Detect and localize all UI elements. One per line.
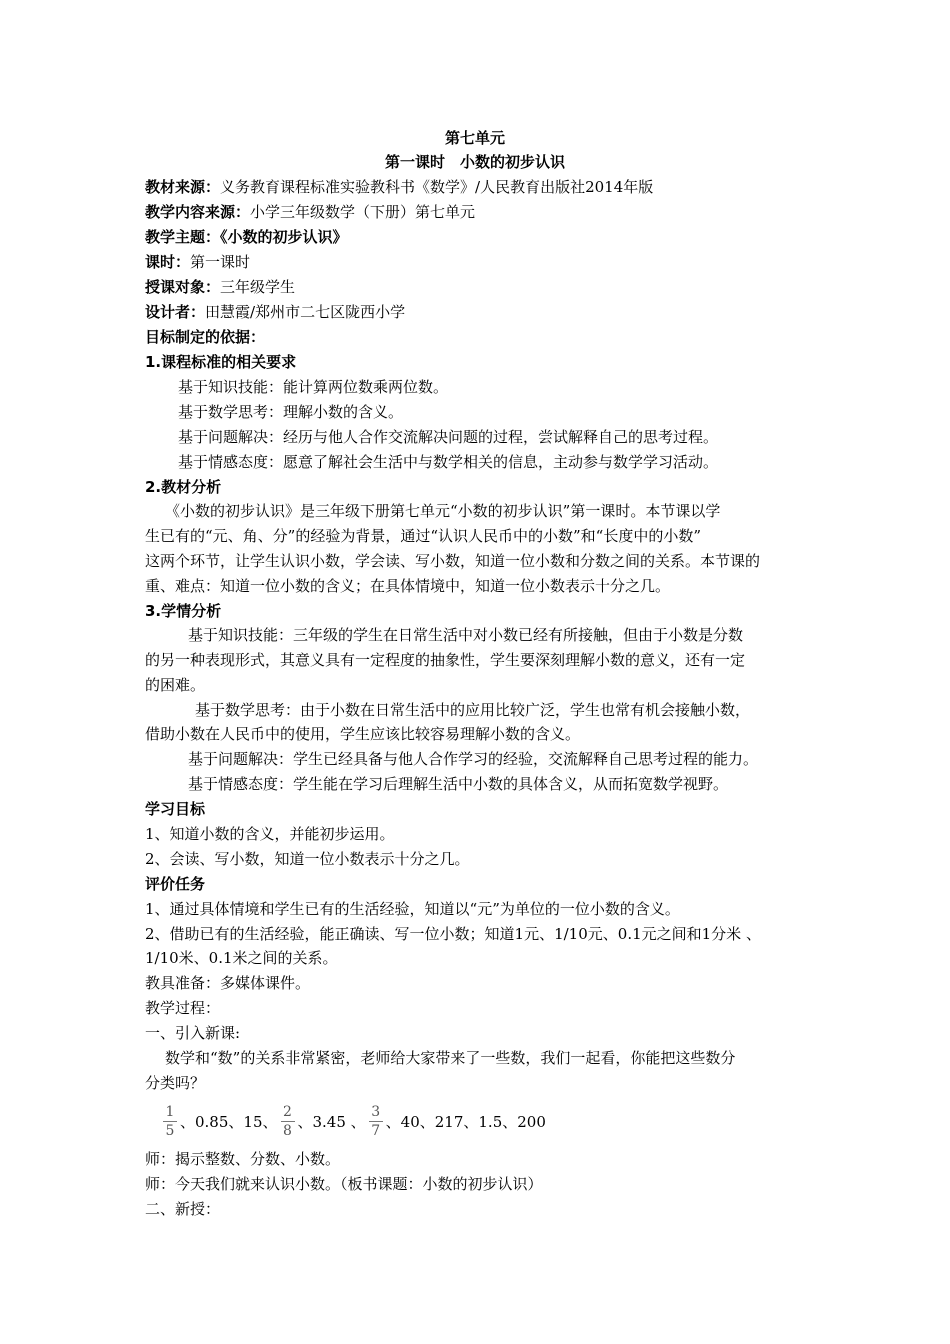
meta-label: 课时： [145,253,191,271]
section-1-line: 基于情感态度：愿意了解社会生活中与数学相关的信息，主动参与数学学习活动。 [178,453,719,471]
part-1-line: 分类吗？ [145,1074,206,1092]
fraction-denominator: 5 [165,1122,175,1139]
section-3-line: 的困难。 [145,676,206,694]
part-2-heading: 二、新授： [145,1200,221,1218]
fraction-numerator: 2 [281,1104,295,1122]
meta-label: 教学内容来源： [145,203,251,221]
section-1-line: 基于知识技能：能计算两位数乘两位数。 [178,378,449,396]
teacher-line: 师：今天我们就来认识小数。（板书课题：小数的初步认识） [145,1175,543,1193]
fraction [369,1104,383,1139]
lesson-title: 第一课时 小数的初步认识 [384,153,565,171]
meta-content-source [145,200,475,224]
section-2-line: 重、难点：知道一位小数的含义；在具体情境中，知道一位小数表示十分之几。 [145,577,671,595]
part-1-heading: 一、引入新课: [145,1024,241,1042]
fraction-denominator: 8 [283,1122,292,1139]
meta-audience [145,275,295,299]
fraction-numerator: 3 [369,1104,383,1122]
section-3-heading: 3.学情分析 [145,602,222,620]
meta-label: 教学主题： [145,228,221,246]
fraction-denominator: 7 [371,1122,381,1139]
meta-value: 《小数的初步认识》 [220,228,348,246]
unit-title: 第七单元 [444,129,505,147]
fraction [163,1104,177,1139]
number-text: 、0.85、15、 [180,1112,278,1131]
teacher-line: 师：揭示整数、分数、小数。 [145,1150,341,1168]
eval-item: 2、借助已有的生活经验，能正确读、写一位小数；知道1元、1/10元、0.1元之间和1分米 、 [145,925,761,943]
section-3-line: 借助小数在人民币中的使用，学生应该比较容易理解小数的含义。 [145,725,581,743]
eval-heading: 评价任务 [145,875,206,893]
meta-period [145,250,250,274]
section-1-line: 基于数学思考：理解小数的含义。 [178,403,404,421]
meta-value: 三年级学生 [220,278,296,296]
eval-item: 1/10米、0.1米之间的关系。 [145,949,338,967]
number-text: 、40、217、1.5、200 [385,1112,546,1131]
basis-heading: 目标制定的依据： [145,328,266,346]
process-heading: 教学过程： [145,999,221,1017]
meta-value: 第一课时 [190,253,251,271]
meta-value: 田慧霞/郑州市二七区陇西小学 [205,303,406,321]
section-3-line: 基于问题解决：学生已经具备与他人合作学习的经验，交流解释自己思考过程的能力。 [188,750,759,768]
meta-label: 授课对象： [145,278,221,296]
meta-label: 教材来源： [145,178,221,196]
section-3-line: 基于知识技能：三年级的学生在日常生活中对小数已经有所接触，但由于小数是分数 [188,626,744,644]
goal-item: 1、知道小数的含义，并能初步运用。 [145,825,395,843]
eval-item: 1、通过具体情境和学生已有的生活经验，知道以“元”为单位的一位小数的含义。 [145,900,680,918]
meta-designer [145,300,405,324]
section-1-heading: 1.课程标准的相关要求 [145,353,297,371]
section-1-line: 基于问题解决：经历与他人合作交流解决问题的过程，尝试解释自己的思考过程。 [178,428,719,446]
section-2-line: 这两个环节，让学生认识小数，学会读、写小数，知道一位小数和分数之间的关系。本节课的 [145,552,761,570]
section-2-line: 生已有的“元、角、分”的经验为背景，通过“认识人民币中的小数”和“长度中的小数” [145,527,702,545]
section-3-line: 基于情感态度：学生能在学习后理解生活中小数的具体含义，从而拓宽数学视野。 [188,775,729,793]
meta-value: 义务教育课程标准实验教科书《数学》/人民教育出版社2014年版 [220,178,654,196]
part-1-line: 数学和“数”的关系非常紧密，老师给大家带来了一些数，我们一起看，你能把这些数分 [165,1049,736,1067]
section-2-heading: 2.教材分析 [145,478,222,496]
section-3-line: 基于数学思考：由于小数在日常生活中的应用比较广泛，学生也常有机会接触小数， [195,701,751,719]
meta-source [145,175,653,199]
section-2-line: 《小数的初步认识》是三年级下册第七单元“小数的初步认识”第一课时。本节课以学 [165,502,721,520]
meta-theme [145,225,348,249]
tools-line: 教具准备：多媒体课件。 [145,974,311,992]
goals-heading: 学习目标 [145,800,206,818]
meta-value: 小学三年级数学（下册）第七单元 [250,203,476,221]
fraction-numerator: 1 [163,1104,177,1122]
number-list [160,1098,546,1144]
section-3-line: 的另一种表现形式，其意义具有一定程度的抽象性，学生要深刻理解小数的意义，还有一定 [145,651,746,669]
meta-label: 设计者： [145,303,206,321]
number-text: 、3.45 、 [297,1112,366,1131]
goal-item: 2、会读、写小数，知道一位小数表示十分之几。 [145,850,470,868]
fraction [281,1104,295,1139]
